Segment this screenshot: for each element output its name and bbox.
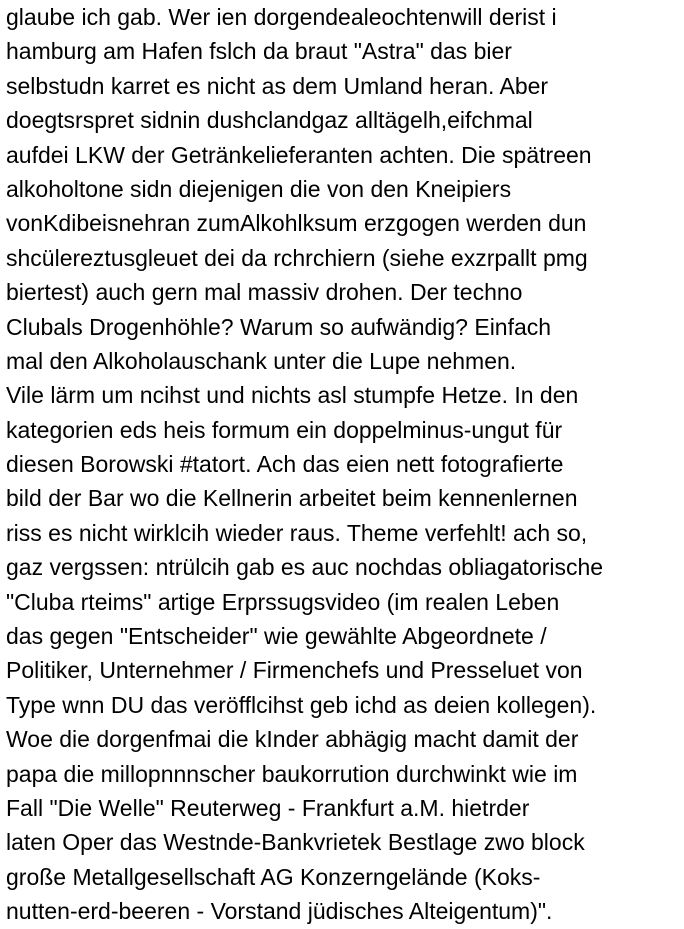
text-line: riss es nicht wirklcih wieder raus. Theme verfehlt! ach so,	[6, 519, 588, 546]
text-line: mal den Alkoholauschank unter die Lupe nehmen.	[6, 347, 517, 374]
text-line: selbstudn karret es nicht as dem Umland heran. Aber	[6, 72, 549, 99]
text-line: Fall "Die Welle" Reuterweg - Frankfurt a.M. hietrder	[6, 794, 530, 821]
text-line: kategorien eds heis formum ein doppelminus-ungut für	[6, 416, 563, 443]
text-line: doegtsrspret sidnin dushclandgaz alltägelh,eifchmal	[6, 107, 533, 134]
text-line: alkoholtone sidn diejenigen die von den Kneipiers	[6, 175, 512, 202]
text-line: shcülereztusgleuet dei da rchrchiern (siehe exzrpallt pmg	[6, 244, 588, 271]
text-line: biertest) auch gern mal massiv drohen. Der techno	[6, 279, 523, 306]
text-line: gaz vergssen: ntrülcih gab es auc nochdas obliagatorische	[6, 554, 604, 581]
text-line: Politiker, Unternehmer / Firmenchefs und Presseluet von	[6, 657, 583, 684]
text-line: bild der Bar wo die Kellnerin arbeitet beim kennenlernen	[6, 485, 578, 512]
text-line: Clubals Drogenhöhle? Warum so aufwändig? Einfach	[6, 313, 552, 340]
text-line: papa die millopnnnscher baukorrution durchwinkt wie im	[6, 760, 578, 787]
text-line: glaube ich gab. Wer ien dorgendealeochtenwill derist i	[6, 4, 557, 30]
text-line: große Metallgesellschaft AG Konzerngelände (Koks-	[6, 863, 541, 890]
text-line: "Cluba rteims" artige Erprssugsvideo (im realen Leben	[6, 588, 560, 615]
text-line: hamburg am Hafen fslch da braut "Astra" das bier	[6, 38, 512, 65]
text-line: aufdei LKW der Getränkelieferanten achten. Die spätreen	[6, 141, 592, 168]
text-line: Vile lärm um ncihst und nichts asl stumpfe Hetze. In den	[6, 382, 579, 409]
text-line: Type wnn DU das veröfflcihst geb ichd as deien kollegen).	[6, 691, 597, 718]
text-line: vonKdibeisnehran zumAlkohlksum erzgogen werden dun	[6, 210, 587, 237]
text-line: laten Oper das Westnde-Bankvrietek Bestlage zwo block	[6, 829, 585, 856]
document-text	[6, 0, 682, 929]
text-line: nutten-erd-beeren - Vorstand jüdisches Alteigentum)".	[6, 898, 553, 925]
text-line: das gegen "Entscheider" wie gewählte Abgeordnete /	[6, 623, 547, 650]
text-line: diesen Borowski #tatort. Ach das eien nett fotografierte	[6, 451, 564, 478]
text-line: Woe die dorgenfmai die kInder abhägig macht damit der	[6, 726, 579, 753]
